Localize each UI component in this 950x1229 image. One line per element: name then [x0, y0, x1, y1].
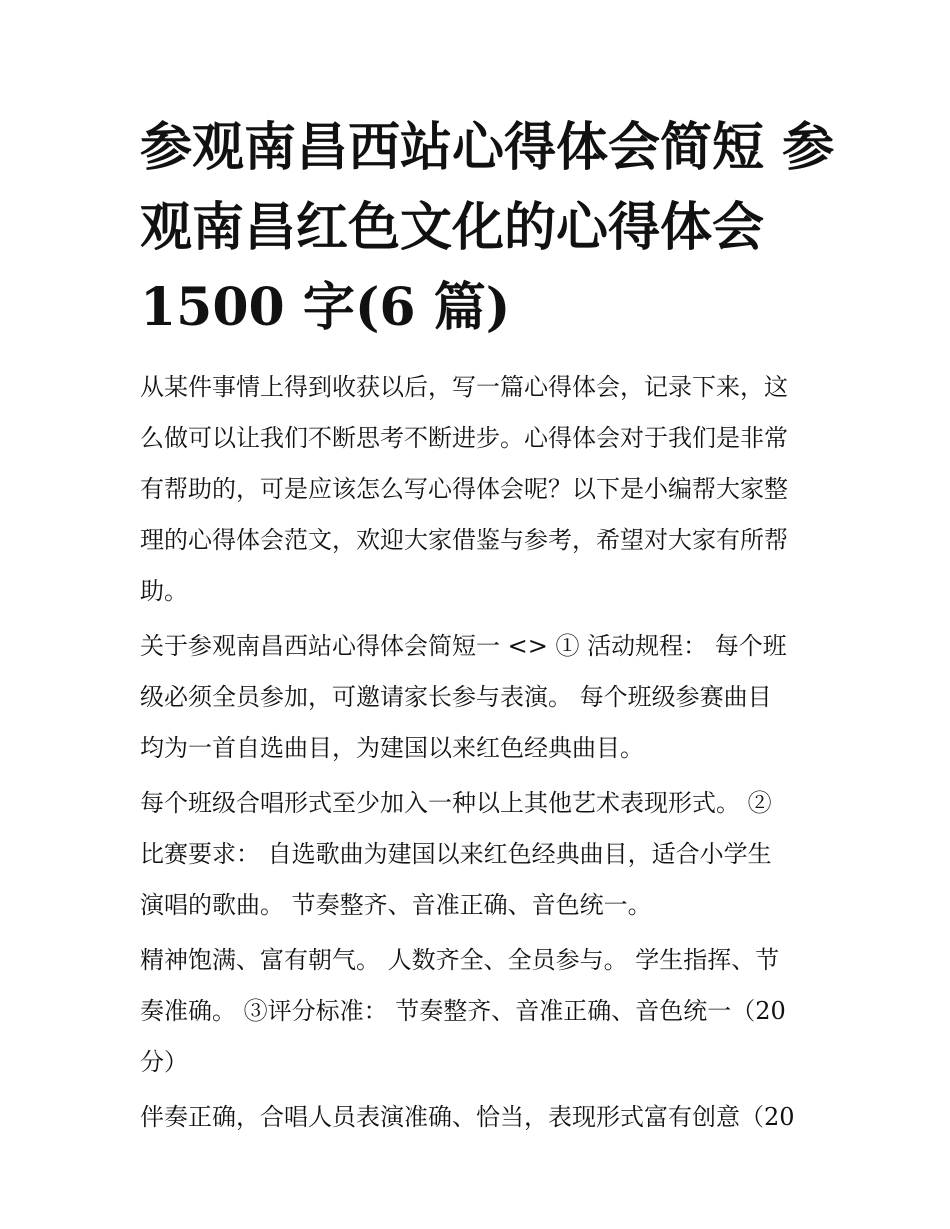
document-title — [140, 108, 835, 348]
text-line: 比赛要求： 自选歌曲为建国以来红色经典曲目，适合小学生 — [140, 840, 772, 868]
text-line: 均为一首自选曲目，为建国以来红色经典曲目。 — [140, 734, 644, 762]
text-line: 分） — [140, 1048, 188, 1076]
text-line: 每个班级合唱形式至少加入一种以上其他艺术表现形式。 ② — [140, 789, 772, 817]
title-line: 观南昌红色文化的心得体会 — [140, 197, 765, 258]
text-line: 奏准确。 ③评分标准： 节奏整齐、音准正确、音色统一（20 — [140, 997, 786, 1025]
intro-paragraph — [140, 362, 815, 617]
text-line: 理的心得体会范文，欢迎大家借鉴与参考，希望对大家有所帮 — [140, 526, 788, 554]
title-line: 参观南昌西站心得体会简短 参 — [140, 117, 835, 178]
accompaniment-paragraph — [140, 1092, 815, 1143]
text-line: 么做可以让我们不断思考不断进步。心得体会对于我们是非常 — [140, 424, 788, 452]
text-line: 助。 — [140, 577, 188, 605]
title-line: 1500 字(6 篇) — [140, 277, 511, 338]
document-page — [140, 108, 835, 1147]
requirements-paragraph — [140, 778, 815, 931]
text-line: 精神饱满、富有朝气。 人数齐全、全员参与。 学生指挥、节 — [140, 946, 780, 974]
text-line: 有帮助的，可是应该怎么写心得体会呢？以下是小编帮大家整 — [140, 475, 788, 503]
text-line: 从某件事情上得到收获以后，写一篇心得体会，记录下来，这 — [140, 373, 788, 401]
scoring-paragraph — [140, 935, 815, 1088]
text-line: 关于参观南昌西站心得体会简短一 <> ① 活动规程： 每个班 — [140, 632, 787, 660]
text-line: 演唱的歌曲。 节奏整齐、音准正确、音色统一。 — [140, 891, 652, 919]
text-line: 伴奏正确，合唱人员表演准确、恰当，表现形式富有创意（20 — [140, 1103, 795, 1131]
rules-paragraph — [140, 621, 815, 774]
text-line: 级必须全员参加，可邀请家长参与表演。 每个班级参赛曲目 — [140, 683, 772, 711]
